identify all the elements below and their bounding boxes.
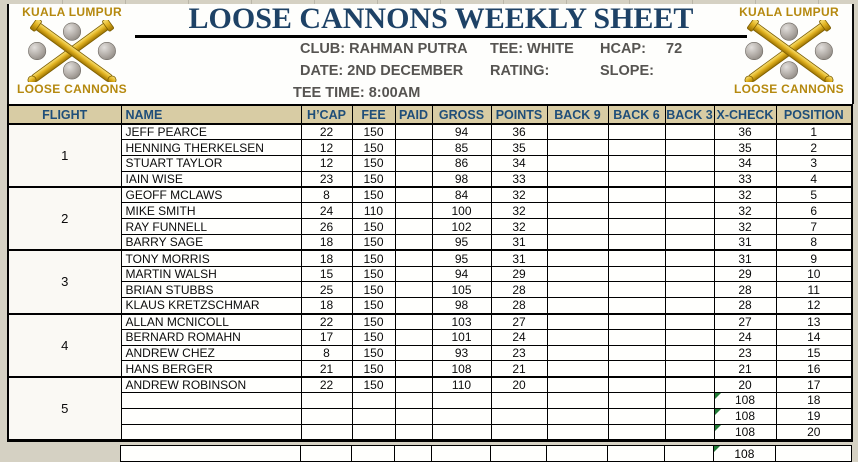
score-row (8, 361, 852, 377)
fee-cell[interactable] (352, 408, 395, 424)
score-row (8, 187, 852, 203)
score-row (8, 408, 852, 424)
hcap-label: HCAP: (600, 41, 646, 57)
points-cell[interactable]: 31 (491, 250, 547, 266)
position-cell[interactable]: 8 (776, 235, 852, 251)
gross-cell[interactable]: 98 (432, 298, 491, 314)
name-cell[interactable] (121, 424, 301, 440)
back6-cell[interactable] (608, 203, 665, 219)
back3-cell[interactable] (665, 298, 714, 314)
fee-cell[interactable]: 150 (352, 282, 395, 298)
points-cell[interactable]: 29 (491, 266, 547, 282)
back6-cell[interactable] (608, 424, 665, 440)
error-flag-icon (715, 425, 721, 431)
hcap-cell[interactable]: 15 (301, 266, 352, 282)
back6-cell[interactable] (608, 187, 665, 203)
back3-cell[interactable] (665, 329, 714, 345)
xcheck-cell[interactable]: 32 (714, 187, 776, 203)
fee-cell[interactable]: 150 (352, 156, 395, 172)
gross-cell[interactable]: 93 (432, 345, 491, 361)
hcap-cell[interactable]: 12 (301, 156, 352, 172)
back9-cell[interactable] (547, 219, 608, 235)
position-cell[interactable]: 13 (776, 314, 852, 330)
name-cell[interactable]: ANDREW ROBINSON (121, 377, 301, 393)
name-cell[interactable]: RAY FUNNELL (121, 219, 301, 235)
name-cell[interactable]: BRIAN STUBBS (121, 282, 301, 298)
score-row (8, 298, 852, 314)
logo-top-label: KUALA LUMPUR (739, 5, 839, 19)
fee-cell[interactable]: 150 (352, 329, 395, 345)
paid-cell[interactable] (395, 203, 432, 219)
back9-cell[interactable] (546, 446, 607, 462)
gross-cell[interactable]: 85 (432, 140, 491, 156)
points-cell[interactable] (491, 424, 547, 440)
paid-cell[interactable] (395, 345, 432, 361)
back9-cell[interactable] (547, 124, 608, 140)
fee-cell[interactable]: 150 (352, 124, 395, 140)
back3-cell[interactable] (665, 424, 714, 440)
points-cell[interactable] (491, 393, 547, 409)
fee-cell[interactable]: 150 (352, 187, 395, 203)
paid-cell[interactable] (395, 250, 432, 266)
col-header-back3[interactable]: BACK 3 (665, 105, 714, 124)
hcap-cell[interactable]: 22 (301, 377, 352, 393)
paid-cell[interactable] (395, 156, 432, 172)
xcheck-cell[interactable]: 27 (714, 314, 776, 330)
col-header-hcap[interactable]: H’CAP (301, 105, 352, 124)
fee-cell[interactable]: 150 (352, 377, 395, 393)
back9-cell[interactable] (547, 171, 608, 187)
hcap-cell[interactable]: 22 (301, 124, 352, 140)
paid-cell[interactable] (395, 124, 432, 140)
crossed-cannons-icon (730, 20, 848, 82)
position-cell[interactable]: 11 (776, 282, 852, 298)
col-header-fee[interactable]: FEE (352, 105, 395, 124)
score-row (8, 250, 852, 266)
name-cell[interactable]: IAIN WISE (121, 171, 301, 187)
tee-time-field[interactable]: TEE TIME: 8:00AM (293, 85, 421, 101)
back3-cell[interactable] (665, 282, 714, 298)
gross-cell[interactable] (431, 446, 490, 462)
gross-cell[interactable]: 86 (432, 156, 491, 172)
xcheck-cell[interactable]: 33 (714, 171, 776, 187)
fee-cell[interactable] (352, 424, 395, 440)
back3-cell[interactable] (664, 446, 713, 462)
score-row (8, 235, 852, 251)
col-header-flight[interactable]: FLIGHT (8, 105, 121, 124)
back9-cell[interactable] (547, 377, 608, 393)
back3-cell[interactable] (665, 393, 714, 409)
back6-cell[interactable] (608, 124, 665, 140)
hcap-cell[interactable]: 26 (301, 219, 352, 235)
name-cell[interactable]: TONY MORRIS (121, 250, 301, 266)
flight-number-cell[interactable]: 1 (8, 124, 121, 187)
points-cell[interactable]: 27 (491, 314, 547, 330)
points-cell[interactable] (491, 408, 547, 424)
fee-cell[interactable] (351, 446, 394, 462)
back3-cell[interactable] (665, 171, 714, 187)
date-field[interactable]: DATE: 2ND DECEMBER (300, 63, 464, 79)
back6-cell[interactable] (608, 361, 665, 377)
hcap-cell[interactable] (301, 408, 352, 424)
gross-cell[interactable]: 95 (432, 250, 491, 266)
paid-cell[interactable] (395, 424, 432, 440)
hcap-cell[interactable]: 18 (301, 250, 352, 266)
name-cell[interactable]: BARRY SAGE (121, 235, 301, 251)
fee-cell[interactable]: 150 (352, 171, 395, 187)
name-cell[interactable]: ANDREW CHEZ (121, 345, 301, 361)
points-cell[interactable]: 28 (491, 298, 547, 314)
paid-cell[interactable] (395, 282, 432, 298)
back3-cell[interactable] (665, 361, 714, 377)
xcheck-cell[interactable]: 36 (714, 124, 776, 140)
back6-cell[interactable] (608, 377, 665, 393)
hcap-cell[interactable]: 25 (301, 282, 352, 298)
score-row (8, 282, 852, 298)
back3-cell[interactable] (665, 408, 714, 424)
hcap-cell[interactable]: 21 (301, 361, 352, 377)
back3-cell[interactable] (665, 266, 714, 282)
score-table (7, 104, 853, 442)
back6-cell[interactable] (608, 156, 665, 172)
points-cell[interactable]: 31 (491, 235, 547, 251)
back9-cell[interactable] (547, 140, 608, 156)
position-cell[interactable]: 5 (776, 187, 852, 203)
position-cell[interactable]: 17 (776, 377, 852, 393)
col-header-points[interactable]: POINTS (491, 105, 547, 124)
position-cell[interactable]: 15 (776, 345, 852, 361)
back6-cell[interactable] (608, 235, 665, 251)
back6-cell[interactable] (608, 266, 665, 282)
position-cell[interactable] (775, 446, 851, 462)
score-row (8, 329, 852, 345)
back6-cell[interactable] (608, 298, 665, 314)
back9-cell[interactable] (547, 156, 608, 172)
back6-cell[interactable] (608, 250, 665, 266)
gross-cell[interactable]: 102 (432, 219, 491, 235)
xcheck-cell[interactable]: 24 (714, 329, 776, 345)
position-cell[interactable]: 4 (776, 171, 852, 187)
back6-cell[interactable] (608, 314, 665, 330)
back3-cell[interactable] (665, 377, 714, 393)
position-cell[interactable]: 6 (776, 203, 852, 219)
name-cell[interactable]: MIKE SMITH (121, 203, 301, 219)
name-cell[interactable] (121, 393, 301, 409)
xcheck-cell[interactable]: 35 (714, 140, 776, 156)
back9-cell[interactable] (547, 345, 608, 361)
xcheck-cell[interactable]: 20 (714, 377, 776, 393)
score-row (8, 424, 852, 440)
score-row (8, 171, 852, 187)
gross-cell[interactable]: 101 (432, 329, 491, 345)
col-header-xcheck[interactable]: X-CHECK (714, 105, 776, 124)
fee-cell[interactable]: 150 (352, 250, 395, 266)
back9-cell[interactable] (547, 329, 608, 345)
position-cell[interactable]: 14 (776, 329, 852, 345)
paid-cell[interactable] (395, 329, 432, 345)
logo-top-label: KUALA LUMPUR (22, 5, 122, 19)
points-cell[interactable]: 36 (491, 124, 547, 140)
gross-cell[interactable]: 94 (432, 124, 491, 140)
fee-cell[interactable]: 150 (352, 219, 395, 235)
position-cell[interactable]: 9 (776, 250, 852, 266)
paid-cell[interactable] (395, 235, 432, 251)
back9-cell[interactable] (547, 187, 608, 203)
logo-bottom-label: LOOSE CANNONS (17, 82, 127, 96)
hcap-cell[interactable]: 18 (301, 298, 352, 314)
back3-cell[interactable] (665, 140, 714, 156)
points-cell[interactable]: 32 (491, 187, 547, 203)
gross-cell[interactable]: 103 (432, 314, 491, 330)
crossed-cannons-icon (13, 20, 131, 82)
back6-cell[interactable] (607, 446, 664, 462)
hcap-cell[interactable]: 24 (301, 203, 352, 219)
points-cell[interactable]: 35 (491, 140, 547, 156)
points-cell[interactable]: 32 (491, 203, 547, 219)
position-cell[interactable]: 19 (776, 408, 852, 424)
score-row (8, 124, 852, 140)
gross-cell[interactable] (432, 393, 491, 409)
back9-cell[interactable] (547, 298, 608, 314)
clipped-row-body (7, 446, 852, 462)
xcheck-cell[interactable]: 28 (714, 282, 776, 298)
position-cell[interactable]: 16 (776, 361, 852, 377)
score-row (8, 219, 852, 235)
hcap-value[interactable]: 72 (666, 41, 683, 57)
hcap-cell[interactable] (301, 393, 352, 409)
back3-cell[interactable] (665, 250, 714, 266)
club-logo-left (10, 5, 134, 97)
flight-number-cell[interactable] (7, 446, 120, 462)
back9-cell[interactable] (547, 314, 608, 330)
paid-cell[interactable] (395, 377, 432, 393)
points-cell[interactable]: 24 (491, 329, 547, 345)
points-cell[interactable]: 20 (491, 377, 547, 393)
flight-number-cell[interactable]: 3 (8, 250, 121, 313)
back9-cell[interactable] (547, 393, 608, 409)
page-title: LOOSE CANNONS WEEKLY SHEET (188, 2, 694, 35)
paid-cell[interactable] (395, 408, 432, 424)
back9-cell[interactable] (547, 424, 608, 440)
position-cell[interactable]: 10 (776, 266, 852, 282)
xcheck-cell[interactable]: 29 (714, 266, 776, 282)
back9-cell[interactable] (547, 203, 608, 219)
xcheck-cell[interactable]: 34 (714, 156, 776, 172)
back3-cell[interactable] (665, 235, 714, 251)
flight-number-cell[interactable]: 5 (8, 377, 121, 440)
back3-cell[interactable] (665, 203, 714, 219)
gross-cell[interactable]: 84 (432, 187, 491, 203)
gross-cell[interactable]: 108 (432, 361, 491, 377)
back3-cell[interactable] (665, 219, 714, 235)
back3-cell[interactable] (665, 156, 714, 172)
xcheck-cell[interactable]: 28 (714, 298, 776, 314)
name-cell[interactable]: JEFF PEARCE (121, 124, 301, 140)
fee-cell[interactable] (352, 393, 395, 409)
back9-cell[interactable] (547, 282, 608, 298)
score-row (8, 314, 852, 330)
back9-cell[interactable] (547, 250, 608, 266)
error-flag-icon (715, 409, 721, 415)
points-cell[interactable]: 28 (491, 282, 547, 298)
back3-cell[interactable] (665, 124, 714, 140)
name-cell[interactable] (121, 408, 301, 424)
points-cell[interactable]: 33 (491, 171, 547, 187)
flight-number-cell[interactable]: 2 (8, 187, 121, 250)
gross-cell[interactable] (432, 408, 491, 424)
gross-cell[interactable]: 110 (432, 377, 491, 393)
position-cell[interactable]: 18 (776, 393, 852, 409)
name-cell[interactable]: STUART TAYLOR (121, 156, 301, 172)
club-field[interactable]: CLUB: RAHMAN PUTRA (300, 41, 468, 57)
fee-cell[interactable]: 110 (352, 203, 395, 219)
title-underline (135, 35, 747, 38)
paid-cell[interactable] (395, 219, 432, 235)
paid-cell[interactable] (395, 361, 432, 377)
paid-cell[interactable] (395, 266, 432, 282)
back6-cell[interactable] (608, 345, 665, 361)
position-cell[interactable]: 7 (776, 219, 852, 235)
rating-label[interactable]: RATING: (490, 63, 550, 79)
fee-cell[interactable]: 150 (352, 266, 395, 282)
name-cell[interactable]: ALLAN MCNICOLL (121, 314, 301, 330)
gross-cell[interactable]: 95 (432, 235, 491, 251)
hcap-cell[interactable]: 8 (301, 345, 352, 361)
back6-cell[interactable] (608, 282, 665, 298)
paid-cell[interactable] (395, 314, 432, 330)
tee-field[interactable]: TEE: WHITE (490, 41, 574, 57)
name-cell[interactable]: GEOFF MCLAWS (121, 187, 301, 203)
col-header-back9[interactable]: BACK 9 (547, 105, 608, 124)
name-cell[interactable]: KLAUS KRETZSCHMAR (121, 298, 301, 314)
col-header-back6[interactable]: BACK 6 (608, 105, 665, 124)
xcheck-cell[interactable]: 32 (714, 219, 776, 235)
back6-cell[interactable] (608, 140, 665, 156)
points-cell[interactable]: 21 (491, 361, 547, 377)
position-cell[interactable]: 3 (776, 156, 852, 172)
name-cell[interactable]: BERNARD ROMAHN (121, 329, 301, 345)
back6-cell[interactable] (608, 408, 665, 424)
hcap-cell[interactable]: 22 (301, 314, 352, 330)
back6-cell[interactable] (608, 393, 665, 409)
error-flag-icon (714, 446, 720, 452)
score-row (8, 377, 852, 393)
col-header-gross[interactable]: GROSS (432, 105, 491, 124)
xcheck-cell[interactable]: 32 (714, 203, 776, 219)
points-cell[interactable]: 34 (491, 156, 547, 172)
flight-number-cell[interactable]: 4 (8, 314, 121, 377)
back3-cell[interactable] (665, 187, 714, 203)
fee-cell[interactable]: 150 (352, 345, 395, 361)
fee-cell[interactable]: 150 (352, 235, 395, 251)
xcheck-cell[interactable]: 108 (714, 408, 776, 424)
col-header-paid[interactable]: PAID (395, 105, 432, 124)
gross-cell[interactable]: 94 (432, 266, 491, 282)
back6-cell[interactable] (608, 219, 665, 235)
paid-cell[interactable] (395, 187, 432, 203)
score-row (8, 266, 852, 282)
xcheck-cell[interactable]: 31 (714, 235, 776, 251)
name-cell[interactable]: HENNING THERKELSEN (121, 140, 301, 156)
xcheck-cell[interactable]: 108 (714, 424, 776, 440)
points-cell[interactable]: 23 (491, 345, 547, 361)
score-row (8, 156, 852, 172)
hcap-cell[interactable]: 23 (301, 171, 352, 187)
gross-cell[interactable] (432, 424, 491, 440)
fee-cell[interactable]: 150 (352, 140, 395, 156)
gross-cell[interactable]: 100 (432, 203, 491, 219)
gross-cell[interactable]: 105 (432, 282, 491, 298)
position-cell[interactable]: 2 (776, 140, 852, 156)
paid-cell[interactable] (395, 393, 432, 409)
xcheck-cell[interactable]: 21 (714, 361, 776, 377)
paid-cell[interactable] (395, 298, 432, 314)
back6-cell[interactable] (608, 329, 665, 345)
col-header-position[interactable]: POSITION (776, 105, 852, 124)
fee-cell[interactable]: 150 (352, 298, 395, 314)
points-cell[interactable] (490, 446, 546, 462)
back3-cell[interactable] (665, 345, 714, 361)
hcap-cell[interactable]: 17 (301, 329, 352, 345)
slope-label[interactable]: SLOPE: (600, 63, 654, 79)
score-row (8, 345, 852, 361)
logo-bottom-label: LOOSE CANNONS (734, 82, 844, 96)
hcap-cell[interactable] (300, 446, 351, 462)
back6-cell[interactable] (608, 171, 665, 187)
xcheck-cell[interactable]: 108 (714, 393, 776, 409)
score-table-body (8, 124, 852, 440)
error-flag-icon (715, 393, 721, 399)
name-cell[interactable]: HANS BERGER (121, 361, 301, 377)
position-cell[interactable]: 1 (776, 124, 852, 140)
position-cell[interactable]: 20 (776, 424, 852, 440)
fee-cell[interactable]: 150 (352, 361, 395, 377)
sheet-header-band (7, 4, 854, 104)
position-cell[interactable]: 12 (776, 298, 852, 314)
xcheck-cell[interactable]: 108 (713, 446, 775, 462)
name-cell[interactable] (120, 446, 300, 462)
back9-cell[interactable] (547, 361, 608, 377)
header-row (8, 105, 852, 124)
back9-cell[interactable] (547, 266, 608, 282)
back9-cell[interactable] (547, 408, 608, 424)
back3-cell[interactable] (665, 314, 714, 330)
score-row (8, 393, 852, 409)
hcap-cell[interactable] (301, 424, 352, 440)
xcheck-cell[interactable]: 23 (714, 345, 776, 361)
back9-cell[interactable] (547, 235, 608, 251)
gross-cell[interactable]: 98 (432, 171, 491, 187)
hcap-cell[interactable]: 8 (301, 187, 352, 203)
hcap-cell[interactable]: 12 (301, 140, 352, 156)
paid-cell[interactable] (395, 140, 432, 156)
points-cell[interactable]: 32 (491, 219, 547, 235)
clipped-next-row (7, 445, 852, 462)
score-row (8, 140, 852, 156)
clipped-row (7, 446, 852, 462)
fee-cell[interactable]: 150 (352, 314, 395, 330)
hcap-cell[interactable]: 18 (301, 235, 352, 251)
paid-cell[interactable] (395, 171, 432, 187)
name-cell[interactable]: MARTIN WALSH (121, 266, 301, 282)
xcheck-cell[interactable]: 31 (714, 250, 776, 266)
score-row (8, 203, 852, 219)
paid-cell[interactable] (394, 446, 431, 462)
col-header-name[interactable]: NAME (121, 105, 301, 124)
